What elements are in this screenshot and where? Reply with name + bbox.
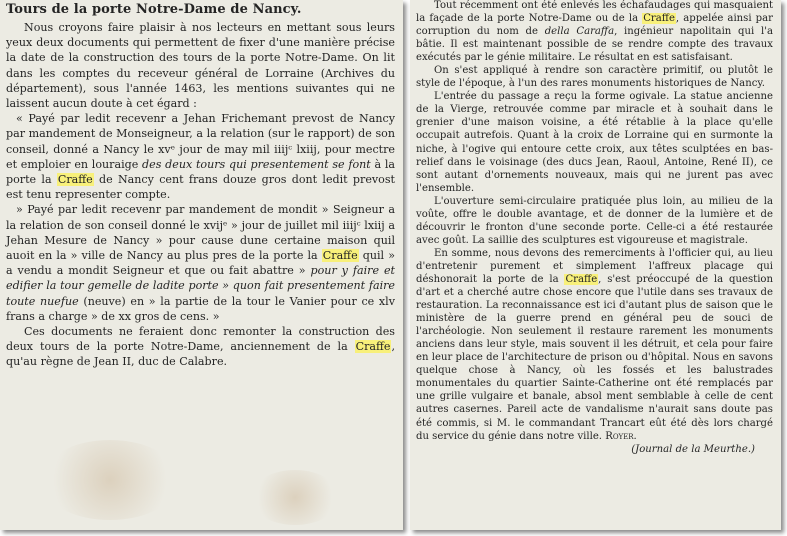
quote-text: « Payé par ledit recevenr a Jehan Frichemant prevost de Nancy par mandement de Monseigneur, a la relation (sur le rapport) de son conseil, donné a Nancy le xvᵉ jour de may mil iiijᶜ lxiij, pour mectre et emploier en louraige	[6, 112, 395, 171]
quote-text: » Payé par ledit recevenr par mandement de mondit » Seigneur a la relation de son conseil donné le xvijᵉ » jour de juillet mil iiijᶜ lxiij a Jehan Mesure de Nancy » pour cause dune certaine maison quil auoit en la » ville de Nancy au plus pres de la porte la	[6, 203, 395, 263]
journal-source: (Journal de la Meurthe.)	[631, 443, 755, 455]
paragraph-3: L'entrée du passage a reçu la forme ogivale. La statue ancienne de la Vierge, retrouvée comme par miracle et à souhait dans le grenier d'une maison voisine, a été rétablie à la place qu'elle occupait autrefois. Quant à la croix de Lorraine qui en surmonte la niche, à l'ogive qui entoure cette croix, aux têtes sculptées en bas-relief dans le voisinage (des ducs Jean, Raoul, Antoine, René II), ce sont autant d'ornements nouveaux, mais qui ne jurent pas avec l'ensemble.	[416, 91, 773, 194]
paragraph-text: , s'est préoccupé de la question d'art et a cherché autre chose encore que l'utile dans ses travaux de restauration. La reconnaissance est ici d'autant plus de saison que le ministère de la guerre prend en général peu de souci de l'archéologie. Non seulement il restaure rarement les monuments anciens dans leur style, mais souvent il les détruit, et cela pour faire en leur place de l'architecture de prison ou d'hôpital. Nous en savons quelque chose à Nancy, où les fossés et les balustrades monumentales du quartier Sainte-Catherine ont été remplacés par une grille vulgaire et banale, absol ment semblable à celle de cent autres casernes. Pareil acte de vandalisme n'aurait sans doute pas été commis, si M. le commandant Trancart eût été dès lors chargé du service du génie dans notre ville.	[416, 273, 774, 442]
intro-text: Nous croyons faire plaisir à nos lecteurs en mettant sous leurs yeux deux documents qui permettent de fixer d'une manière précise la date de la construction des tours de la porte Notre-Dame. On lit dans les comptes du receveur général de Lorraine (Archives du département), sous l'année	[6, 21, 395, 95]
intro-text-end: , les mentions suivantes qui ne laissent aucun doute à cet égard :	[6, 81, 395, 111]
paragraph-5	[416, 247, 773, 443]
search-highlight: Craffe	[643, 13, 675, 25]
right-article-body	[416, 0, 773, 456]
paper-stain	[250, 470, 340, 525]
article-title: Tours de la porte Notre-Dame de Nancy.	[6, 2, 302, 17]
paragraph-4: L'ouverture semi-circulaire pratiquée plus loin, au milieu de la voûte, offre le double avantage, et de donner de la lumière et de découvrir le fronton d'une seconde porte. Celle-ci a été restaurée avec goût. La saillie des sculptures est vigoureuse et magistrale.	[416, 195, 773, 246]
paper-stain	[40, 440, 180, 520]
quote-paragraph-2	[6, 202, 395, 324]
quote-italic: des deux tours qui presentement se font	[142, 157, 371, 171]
author-signature: Royer.	[605, 430, 637, 442]
paragraph-text: , appelée ainsi par corruption du nom de	[416, 13, 773, 38]
conclusion-paragraph	[6, 324, 395, 370]
right-newspaper-column	[410, 0, 781, 530]
quote-text: (neuve) en » la partie de la tour le Vanier pour ce xlv frans a charge » de xx gros de cens. »	[6, 294, 395, 323]
search-highlight: Craffe	[57, 173, 93, 187]
paragraph-text: En somme, nous devons des remerciments à l'officier qui, au lieu d'entretenir purement et simplement l'affreux placage qui déshonorait la porte de la	[416, 247, 773, 285]
conclusion-text: Ces documents ne feraient donc remonter la construction des deux tours de la porte Notre-Dame, anciennement de la	[6, 325, 395, 354]
search-highlight: Craffe	[322, 249, 358, 263]
quote-text: quil » a vendu a mondit Seigneur et que ou fait abattre »	[6, 249, 395, 278]
paragraph-text: Tout récemment ont été enlevés les échafaudages qui masquaient la façade de la porte Notre-Dame ou de la	[416, 0, 773, 25]
quote-italic: pour y faire et edifier la tour gemelle de ladite porte » quon fait presentement faire toute nuefue	[6, 264, 395, 308]
search-highlight: Craffe	[565, 273, 598, 285]
paragraph-1	[416, 0, 773, 64]
paragraph-2: On s'est appliqué à rendre son caractère primitif, ou plutôt le style de l'époque, à l'un des rares monuments historiques de Nancy.	[416, 65, 773, 90]
paragraph-text: , ingénieur napolitain qui l'a bâtie. Il est maintenant possible de se rendre compte des travaux exécutés par le génie militaire. Le résultat en est satisfaisant.	[416, 26, 773, 64]
year: 1463	[174, 81, 203, 95]
intro-paragraph	[6, 20, 395, 111]
search-highlight: Craffe	[355, 340, 391, 354]
quote-text: à la porte la	[6, 157, 395, 187]
left-article-body	[6, 20, 395, 370]
paragraph-italic: della Caraffa	[544, 26, 615, 38]
quote-text: de Nancy cent frans douze gros dont ledit prevost est tenu representer compte.	[6, 173, 395, 202]
quote-paragraph-1	[6, 111, 395, 202]
conclusion-text: , qu'au règne de Jean II, duc de Calabre.	[6, 340, 395, 369]
